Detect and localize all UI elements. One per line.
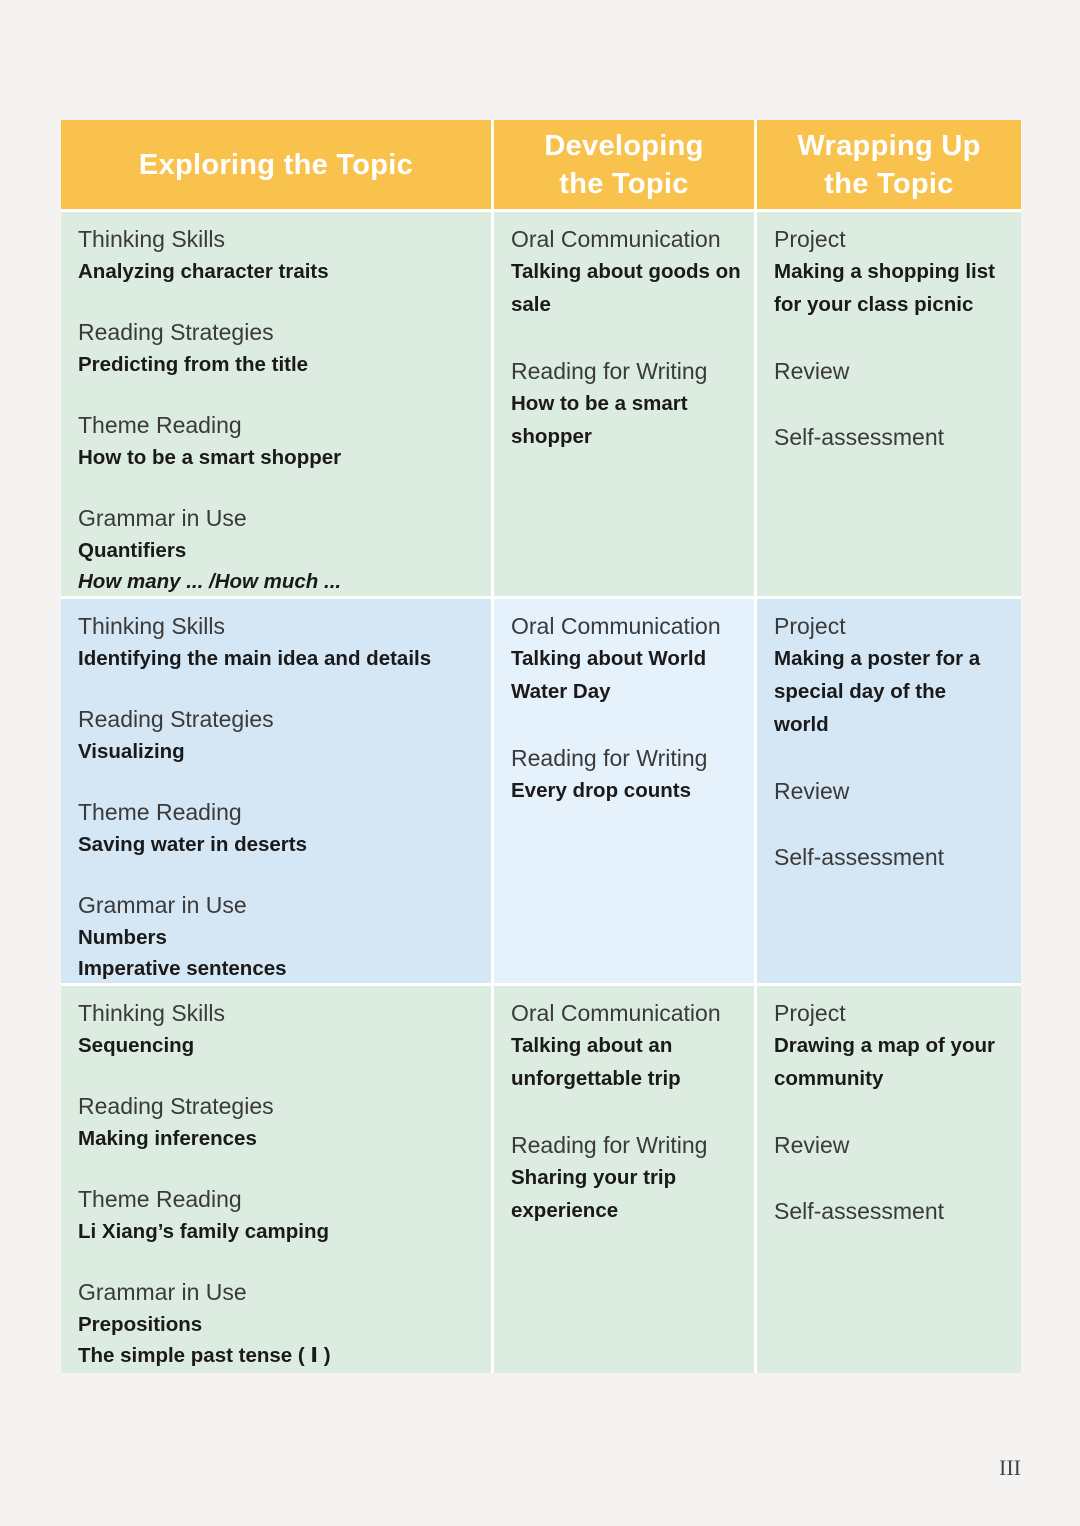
header-wrapping-text: Wrapping Up the Topic [797, 129, 981, 200]
section-label: Reading Strategies [78, 1093, 274, 1119]
section-label: Grammar in Use [78, 505, 247, 531]
unit2-develop-cell [494, 599, 757, 986]
section-value: Making inferences [78, 1127, 257, 1150]
unit1-wrap-cell [757, 212, 1021, 599]
section-value: How to be a smart shopper [511, 392, 688, 448]
section-label: Thinking Skills [78, 226, 225, 252]
section-value: Talking about an unforgettable trip [511, 1034, 681, 1090]
section-label: Reading Strategies [78, 706, 274, 732]
section-label: Oral Communication [511, 226, 721, 252]
header-exploring [61, 120, 494, 212]
section-value: Visualizing [78, 740, 185, 763]
header-developing [494, 120, 757, 212]
project-label: Project [774, 1000, 846, 1026]
unit3-develop-cell [494, 986, 757, 1373]
section-value: Analyzing character traits [78, 260, 329, 283]
section-value: Li Xiang’s family camping [78, 1220, 329, 1243]
section-value: Quantifiers [78, 539, 187, 562]
section-value: Sharing your trip experience [511, 1166, 677, 1222]
project-value: Drawing a map of your community [774, 1034, 995, 1090]
section-value: Identifying the main idea and details [78, 647, 432, 670]
section-value: How many ... /How much ... [78, 570, 342, 593]
section-label: Oral Communication [511, 1000, 721, 1026]
section-value: Talking about World Water Day [511, 647, 707, 703]
header-wrapping [757, 120, 1021, 212]
section-value: Numbers [78, 926, 167, 949]
section-value: Predicting from the title [78, 353, 309, 376]
unit1-explore-cell [61, 212, 494, 599]
section-value: The simple past tense ( Ⅰ ) [78, 1344, 331, 1367]
section-label: Thinking Skills [78, 1000, 225, 1026]
header-developing-text: Developing the Topic [544, 129, 704, 200]
review-label: Review [774, 358, 850, 384]
review-label: Review [774, 1132, 850, 1158]
self-assessment-label: Self-assessment [774, 1198, 945, 1224]
section-label: Oral Communication [511, 613, 721, 639]
unit3-explore-cell [61, 986, 494, 1373]
section-value: Prepositions [78, 1313, 203, 1336]
section-label: Theme Reading [78, 799, 242, 825]
project-value: Making a poster for a special day of the world [774, 647, 981, 736]
section-label: Reading for Writing [511, 358, 708, 384]
review-label: Review [774, 778, 850, 804]
section-label: Reading for Writing [511, 745, 708, 771]
section-label: Thinking Skills [78, 613, 225, 639]
section-value: Imperative sentences [78, 957, 287, 980]
contents-table [61, 120, 1021, 1373]
section-value: Every drop counts [511, 779, 691, 802]
project-label: Project [774, 613, 846, 639]
project-label: Project [774, 226, 846, 252]
unit1-develop-cell [494, 212, 757, 599]
unit2-explore-cell [61, 599, 494, 986]
unit2-wrap-cell [757, 599, 1021, 986]
section-label: Grammar in Use [78, 1279, 247, 1305]
section-value: Sequencing [78, 1034, 195, 1057]
section-value: How to be a smart shopper [78, 446, 342, 469]
section-label: Grammar in Use [78, 892, 247, 918]
self-assessment-label: Self-assessment [774, 844, 945, 870]
section-value: Saving water in deserts [78, 833, 308, 856]
section-label: Theme Reading [78, 412, 242, 438]
section-label: Reading for Writing [511, 1132, 708, 1158]
section-label: Theme Reading [78, 1186, 242, 1212]
unit3-wrap-cell [757, 986, 1021, 1373]
section-value: Talking about goods on sale [511, 260, 741, 316]
project-value: Making a shopping list for your class picnic [774, 260, 995, 316]
self-assessment-label: Self-assessment [774, 424, 945, 450]
page-number: III [999, 1455, 1021, 1480]
header-exploring-text: Exploring the Topic [138, 148, 414, 181]
section-label: Reading Strategies [78, 319, 274, 345]
